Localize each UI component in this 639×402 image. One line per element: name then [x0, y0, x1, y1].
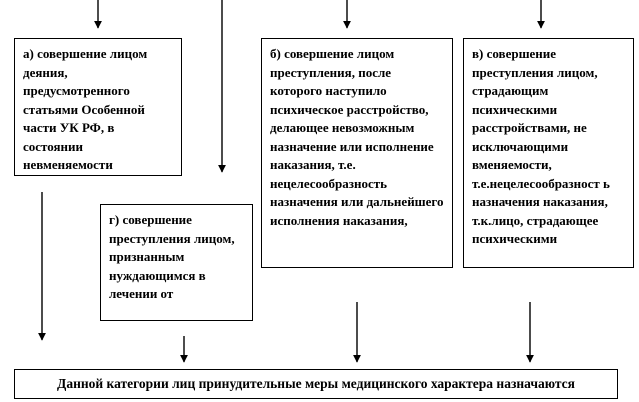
box-b-post-crime-disorder: б) совершение лицом преступления, после которого наступило психическое расстройство, делающее невозможным назначение или исполнение наказания, т.е. нецелесообразность назначения или дальнейшего исполнения наказания, [261, 38, 453, 268]
box-a-insanity: а) совершение лицом деяния, предусмотренного статьями Особенной части УК РФ, в состоянии невменяемости [14, 38, 182, 176]
bottom-conclusion-box: Данной категории лиц принудительные меры медицинского характера назначаются [14, 369, 618, 399]
box-c-disorder-not-excluding-sanity: в) совершение преступления лицом, страдающим психическими расстройствами, не исключающими вменяемости, т.е.нецелесообразност ь назначения наказания, т.к.лицо, страдающее психическими [463, 38, 634, 268]
box-d-needs-treatment: г) совершение преступления лицом, признанным нуждающимся в лечении от [100, 204, 253, 321]
